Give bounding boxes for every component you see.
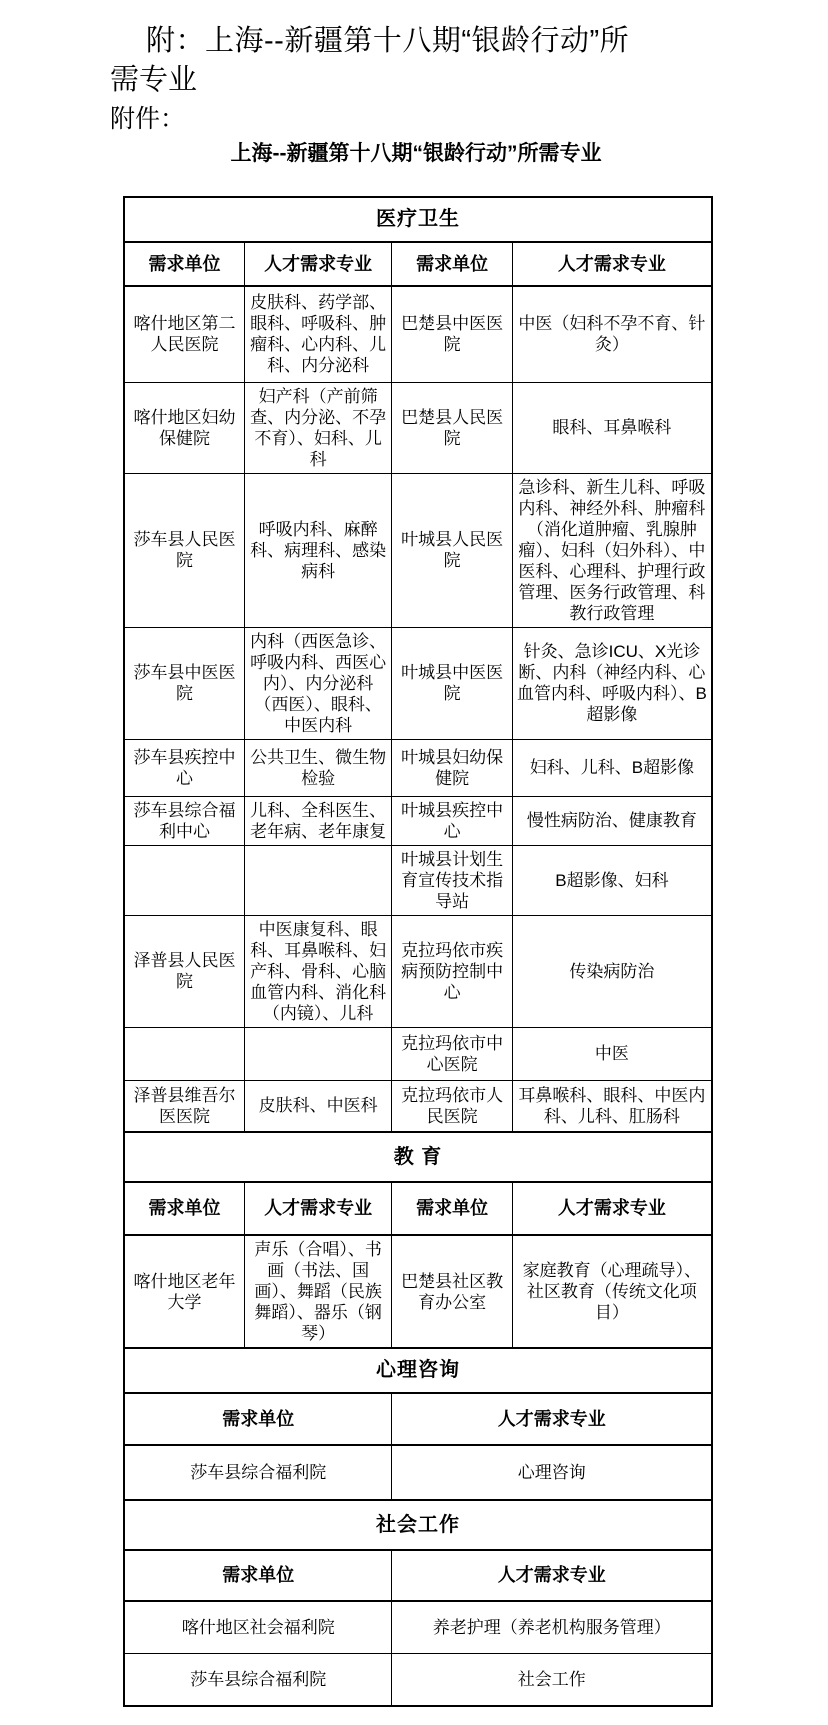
column-header: 需求单位 [392, 242, 512, 286]
table-row [124, 1601, 712, 1653]
unit-cell: 巴楚县中医医院 [392, 286, 512, 382]
table-row [124, 627, 712, 739]
unit-cell: 莎车县疾控中心 [124, 739, 244, 796]
column-header: 需求单位 [124, 242, 244, 286]
specialty-cell [244, 845, 392, 915]
unit-cell: 莎车县综合福利院 [124, 1653, 392, 1706]
table-row [124, 739, 712, 796]
unit-cell: 莎车县人民医院 [124, 473, 244, 627]
specialty-cell: 养老护理（养老机构服务管理） [392, 1601, 712, 1653]
specialty-cell: 慢性病防治、健康教育 [512, 796, 712, 845]
section-title-counseling: 心理咨询 [124, 1348, 712, 1393]
unit-cell: 克拉玛依市中心医院 [392, 1027, 512, 1080]
unit-cell: 泽普县维吾尔医医院 [124, 1080, 244, 1132]
unit-cell [124, 1027, 244, 1080]
column-header: 需求单位 [124, 1550, 392, 1601]
specialty-cell: 皮肤科、药学部、眼科、呼吸科、肿瘤科、心内科、儿科、内分泌科 [244, 286, 392, 382]
specialty-cell: 皮肤科、中医科 [244, 1080, 392, 1132]
specialty-cell: 妇科、儿科、B超影像 [512, 739, 712, 796]
specialty-cell: 中医康复科、眼科、耳鼻喉科、妇产科、骨科、心脑血管内科、消化科（内镜）、儿科 [244, 915, 392, 1027]
unit-cell: 叶城县中医医院 [392, 627, 512, 739]
table-row [124, 845, 712, 915]
table-row [124, 1027, 712, 1080]
section-title-row [124, 1500, 712, 1550]
specialty-cell: 耳鼻喉科、眼科、中医内科、儿科、肛肠科 [512, 1080, 712, 1132]
specialty-cell: 儿科、全科医生、老年病、老年康复 [244, 796, 392, 845]
table-row [124, 915, 712, 1027]
section-title-row [124, 197, 712, 242]
specialty-cell [244, 1027, 392, 1080]
unit-cell: 叶城县疾控中心 [392, 796, 512, 845]
table-row [124, 796, 712, 845]
column-header: 人才需求专业 [512, 1182, 712, 1235]
specialty-cell: 社会工作 [392, 1653, 712, 1706]
unit-cell: 喀什地区社会福利院 [124, 1601, 392, 1653]
unit-cell: 莎车县中医医院 [124, 627, 244, 739]
unit-cell: 莎车县综合福利中心 [124, 796, 244, 845]
specialty-cell: 中医 [512, 1027, 712, 1080]
specialty-cell: 内科（西医急诊、呼吸内科、西医心内）、内分泌科（西医）、眼科、中医内科 [244, 627, 392, 739]
specialty-cell: 声乐（合唱）、书画（书法、国画）、舞蹈（民族舞蹈）、器乐（钢琴） [244, 1235, 392, 1348]
specialty-cell: 呼吸内科、麻醉科、病理科、感染病科 [244, 473, 392, 627]
column-header: 人才需求专业 [392, 1550, 712, 1601]
page-title-line2: 需专业 [110, 64, 198, 96]
table-row [124, 286, 712, 382]
column-header: 人才需求专业 [392, 1393, 712, 1445]
specialty-cell: 心理咨询 [392, 1445, 712, 1500]
counseling-header-row [124, 1393, 712, 1445]
table-subtitle: 上海--新疆第十八期“银龄行动”所需专业 [230, 142, 602, 165]
specialty-cell: 公共卫生、微生物检验 [244, 739, 392, 796]
unit-cell [124, 845, 244, 915]
table-row [124, 1653, 712, 1706]
unit-cell: 喀什地区妇幼保健院 [124, 382, 244, 473]
table-row [124, 1080, 712, 1132]
specialty-cell: 家庭教育（心理疏导）、社区教育（传统文化项目） [512, 1235, 712, 1348]
attachment-label: 附件： [110, 105, 186, 133]
unit-cell: 克拉玛依市疾病预防控制中心 [392, 915, 512, 1027]
specialty-cell: 中医（妇科不孕不育、针灸） [512, 286, 712, 382]
column-header: 需求单位 [124, 1182, 244, 1235]
unit-cell: 叶城县人民医院 [392, 473, 512, 627]
column-header: 需求单位 [124, 1393, 392, 1445]
column-header: 需求单位 [392, 1182, 512, 1235]
unit-cell: 巴楚县人民医院 [392, 382, 512, 473]
table-row [124, 1235, 712, 1348]
column-header: 人才需求专业 [244, 1182, 392, 1235]
specialty-cell: 急诊科、新生儿科、呼吸内科、神经外科、肿瘤科（消化道肿瘤、乳腺肿瘤）、妇科（妇外科）、中医科、心理科、护理行政管理、医务行政管理、科教行政管理 [512, 473, 712, 627]
column-header: 人才需求专业 [244, 242, 392, 286]
unit-cell: 叶城县妇幼保健院 [392, 739, 512, 796]
specialty-cell: 传染病防治 [512, 915, 712, 1027]
specialty-cell: B超影像、妇科 [512, 845, 712, 915]
section-title-education: 教 育 [124, 1132, 712, 1182]
specialty-cell: 针灸、急诊ICU、X光诊断、内科（神经内科、心血管内科、呼吸内科）、B超影像 [512, 627, 712, 739]
table-row [124, 473, 712, 627]
unit-cell: 泽普县人民医院 [124, 915, 244, 1027]
section-title-medical: 医疗卫生 [124, 197, 712, 242]
unit-cell: 喀什地区第二人民医院 [124, 286, 244, 382]
education-header-row [124, 1182, 712, 1235]
table-row [124, 382, 712, 473]
page-title-line1: 附：上海--新疆第十八期“银龄行动”所 [146, 25, 630, 57]
specialty-cell: 眼科、耳鼻喉科 [512, 382, 712, 473]
specialty-cell: 妇产科（产前筛查、内分泌、不孕不育）、妇科、儿科 [244, 382, 392, 473]
section-title-row [124, 1348, 712, 1393]
unit-cell: 莎车县综合福利院 [124, 1445, 392, 1500]
unit-cell: 叶城县计划生育宣传技术指导站 [392, 845, 512, 915]
unit-cell: 巴楚县社区教育办公室 [392, 1235, 512, 1348]
section-title-social-work: 社会工作 [124, 1500, 712, 1550]
document-header [0, 0, 828, 168]
needs-table [123, 196, 713, 1707]
medical-header-row [124, 242, 712, 286]
unit-cell: 喀什地区老年大学 [124, 1235, 244, 1348]
section-title-row [124, 1132, 712, 1182]
column-header: 人才需求专业 [512, 242, 712, 286]
unit-cell: 克拉玛依市人民医院 [392, 1080, 512, 1132]
table-row [124, 1445, 712, 1500]
social-work-header-row [124, 1550, 712, 1601]
